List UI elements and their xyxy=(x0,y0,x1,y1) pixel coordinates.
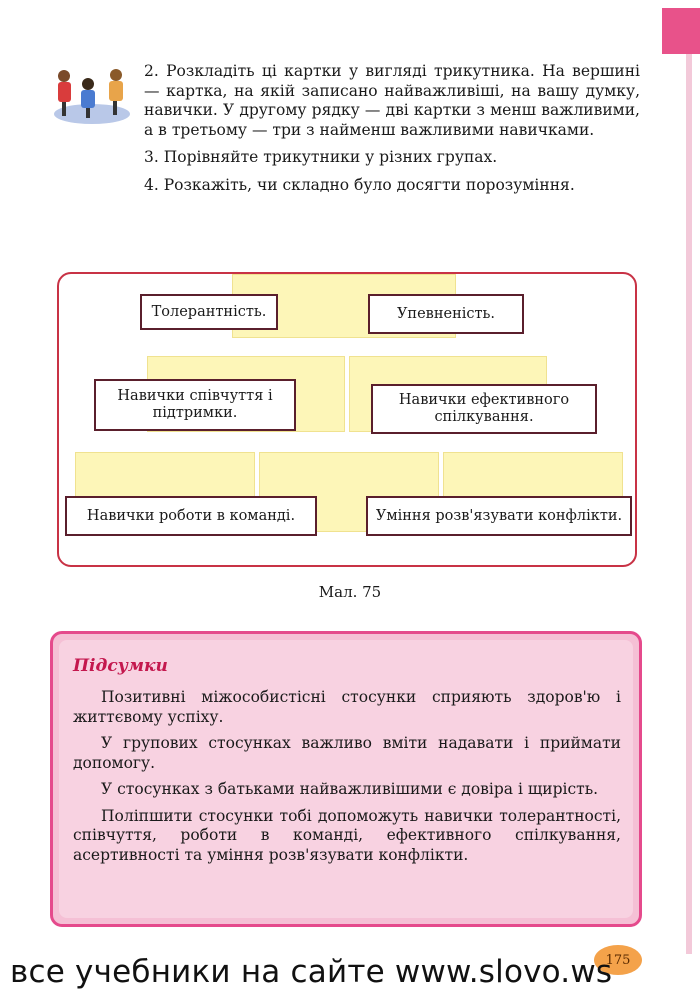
footer-link[interactable]: все учебники на сайте www.slovo.ws xyxy=(10,954,613,990)
card-empathy[interactable]: Навички співчуття і підтримки. xyxy=(94,379,296,431)
summary-paragraph: У стосунках з батьками найважливішими є довіра і щирість. xyxy=(101,780,599,798)
group-work-icon xyxy=(50,62,134,128)
side-strip xyxy=(686,54,692,954)
task-4: 4. Розкажіть, чи складно було досягти порозуміння. xyxy=(144,175,575,194)
page-number: 175 xyxy=(594,945,642,975)
card-tolerance[interactable]: Толерантність. xyxy=(140,294,278,330)
task-2: 2. Розкладіть ці картки у вигляді трикутника. На вершині — картка, на якій записано найважливіші, на вашу думку, навички. У другому рядку — дві картки з менш важливими, а в третьому — три з найменш важливими навичками. xyxy=(144,62,640,139)
card-communication[interactable]: Навички ефективного спілкування. xyxy=(371,384,597,434)
summary-paragraph: Поліпшити стосунки тобі допоможуть навички толерантності, співчуття, роботи в команді, ефективного спілкування, асертивності та уміння розв'язувати конфлікти. xyxy=(73,806,621,864)
summary-box xyxy=(50,631,642,927)
summary-paragraph: Позитивні міжособистісні стосунки сприяють здоров'ю і життєвому успіху. xyxy=(73,688,621,726)
summary-text xyxy=(73,688,621,872)
card-teamwork[interactable]: Навички роботи в команді. xyxy=(65,496,317,536)
triangle-diagram xyxy=(57,272,637,567)
figure-caption: Мал. 75 xyxy=(318,583,382,601)
card-conflict-resolution[interactable]: Уміння розв'язувати конфлікти. xyxy=(366,496,632,536)
side-tab xyxy=(662,8,700,54)
summary-paragraph: У групових стосунках важливо вміти надавати і приймати допомогу. xyxy=(73,734,621,772)
summary-title: Підсумки xyxy=(73,656,168,676)
task-list xyxy=(144,62,640,203)
task-3: 3. Порівняйте трикутники у різних групах. xyxy=(144,148,498,166)
card-confidence[interactable]: Упевненість. xyxy=(368,294,524,334)
